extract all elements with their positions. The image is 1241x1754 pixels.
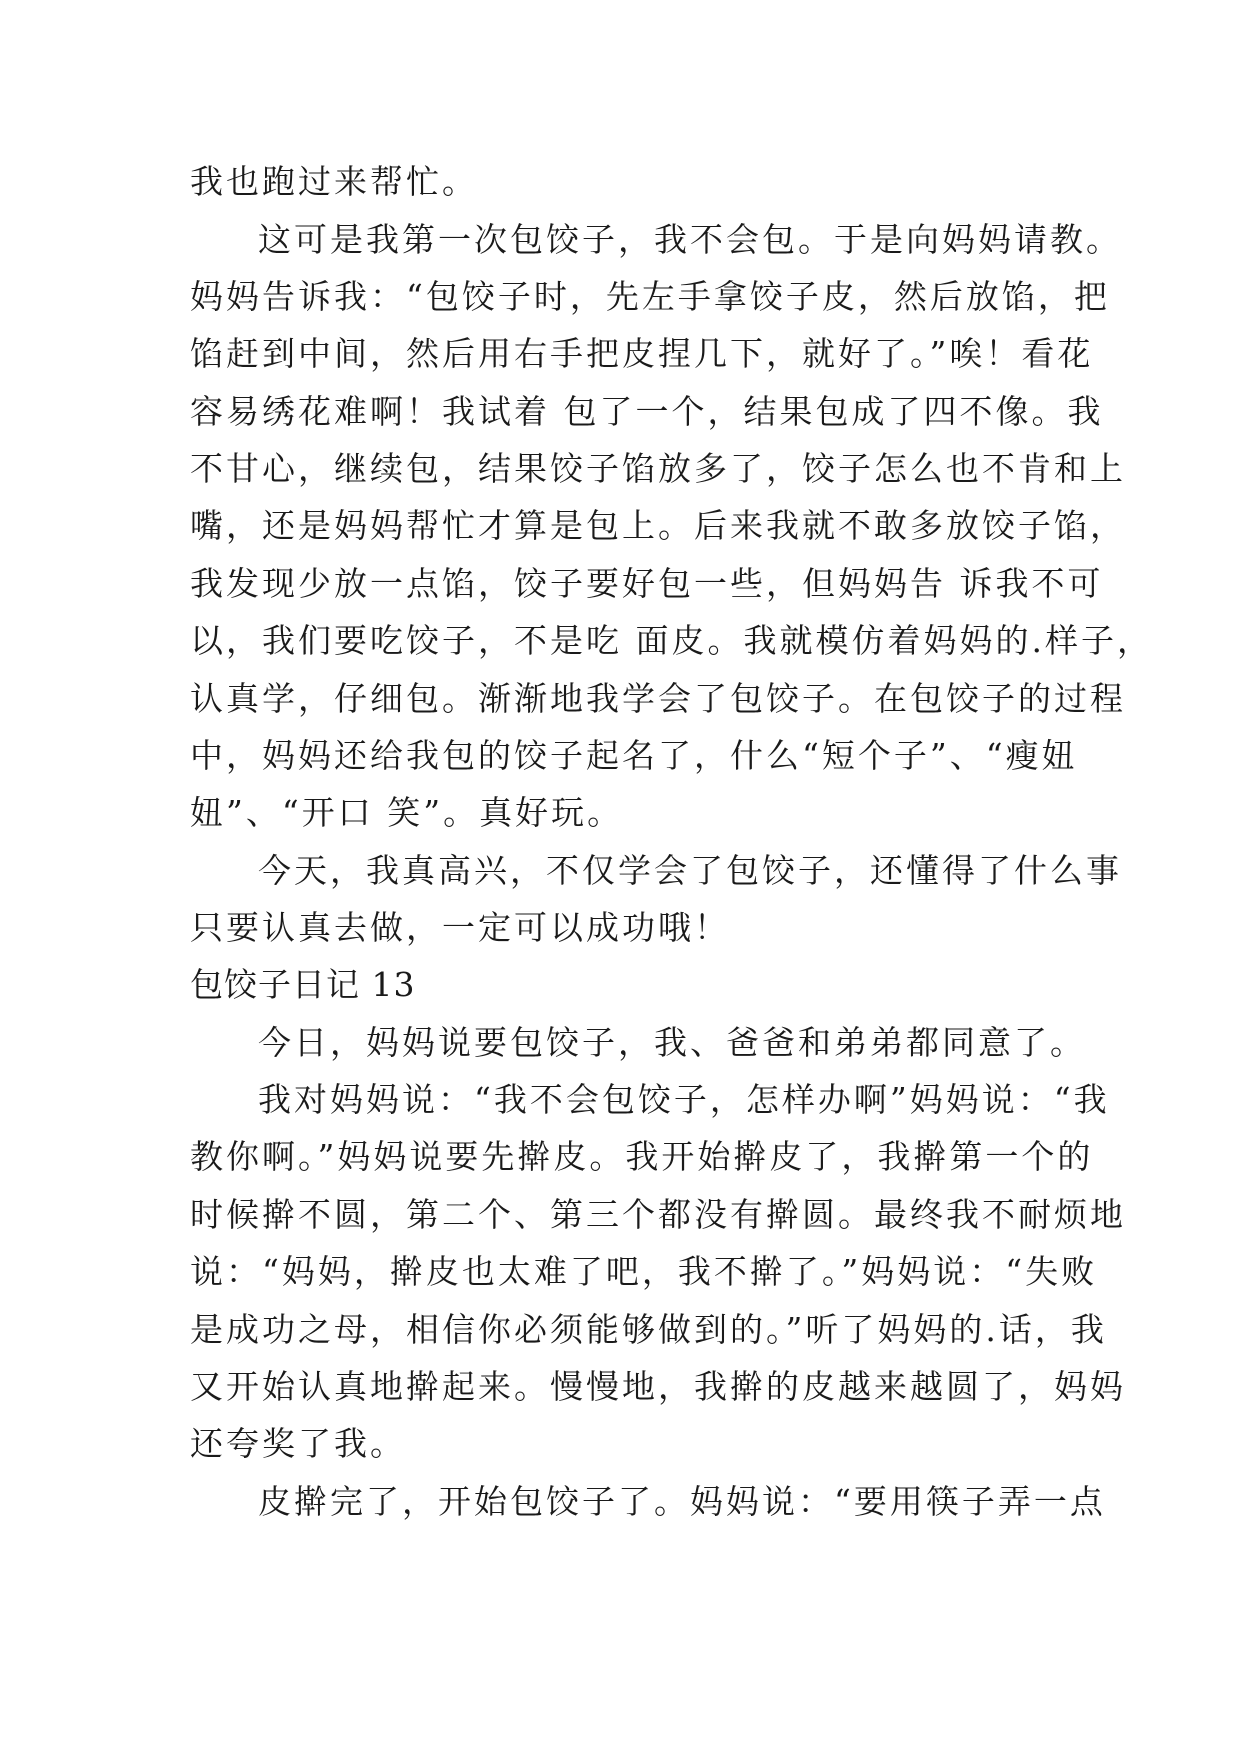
paragraph-first-line: 我对妈妈说：“我不会包饺子，怎样办啊”妈妈说：“我: [258, 1080, 1110, 1119]
text-line: 说：“妈妈，擀皮也太难了吧，我不擀了。”妈妈说：“失败: [190, 1252, 1098, 1291]
text-line: 妈妈告诉我：“包饺子时，先左手拿饺子皮，然后放馅，把: [190, 277, 1110, 316]
text-line: 中，妈妈还给我包的饺子起名了，什么“短个子”、“瘦妞: [190, 736, 1078, 775]
text-line: 容易绣花难啊！我试着 包了一个，结果包成了四不像。我: [190, 392, 1104, 431]
text-line: 教你啊。”妈妈说要先擀皮。我开始擀皮了，我擀第一个的: [190, 1137, 1094, 1176]
text-line: 以，我们要吃饺子，不是吃 面皮。我就模仿着妈妈的.样子，: [190, 621, 1153, 660]
paragraph-first-line: 皮擀完了，开始包饺子了。妈妈说：“要用筷子弄一点: [258, 1482, 1106, 1521]
text-line: 只要认真去做，一定可以成功哦！: [190, 908, 730, 947]
section-heading: 包饺子日记 13: [190, 965, 416, 1004]
text-line: 我也跑过来帮忙。: [190, 162, 478, 201]
text-line: 我发现少放一点馅，饺子要好包一些，但妈妈告 诉我不可: [190, 564, 1104, 603]
text-line: 又开始认真地擀起来。慢慢地，我擀的皮越来越圆了，妈妈: [190, 1367, 1126, 1406]
paragraph-first-line: 这可是我第一次包饺子，我不会包。于是向妈妈请教。: [258, 220, 1122, 259]
text-line: 馅赶到中间，然后用右手把皮捏几下，就好了。”唉！看花: [190, 334, 1094, 373]
text-line: 是成功之母，相信你必须能够做到的。”听了妈妈的.话，我: [190, 1310, 1107, 1349]
paragraph-first-line: 今天，我真高兴，不仅学会了包饺子，还懂得了什么事: [258, 851, 1122, 890]
text-line: 认真学，仔细包。渐渐地我学会了包饺子。在包饺子的过程: [190, 679, 1126, 718]
paragraph-first-line: 今日，妈妈说要包饺子，我、爸爸和弟弟都同意了。: [258, 1023, 1086, 1062]
text-line: 还夸奖了我。: [190, 1424, 406, 1463]
text-line: 嘴，还是妈妈帮忙才算是包上。后来我就不敢多放饺子馅，: [190, 506, 1126, 545]
text-line: 不甘心，继续包，结果饺子馅放多了，饺子怎么也不肯和上: [190, 449, 1126, 488]
text-line: 时候擀不圆，第二个、第三个都没有擀圆。最终我不耐烦地: [190, 1195, 1126, 1234]
text-line: 妞”、“开口 笑”。真好玩。: [190, 793, 624, 832]
